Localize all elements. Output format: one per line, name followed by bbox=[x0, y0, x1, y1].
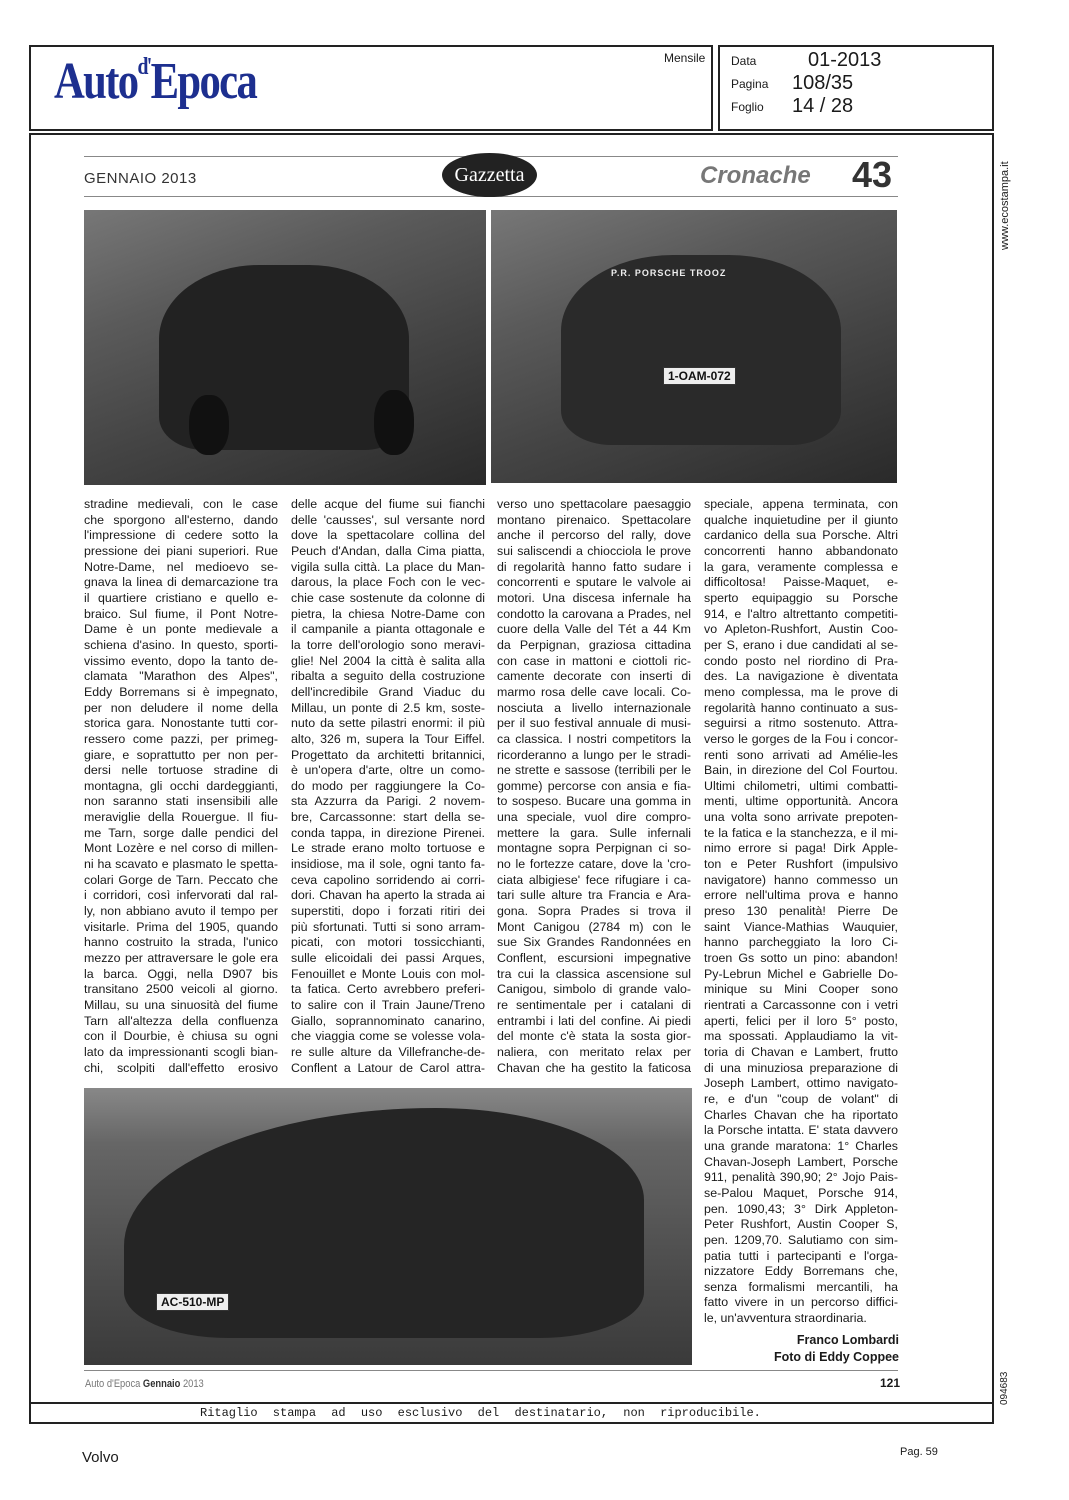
text-line: una grande maratona: 1° Charles bbox=[704, 1138, 898, 1153]
text-line: alto, 326 m, supera la Tour Eiffel. bbox=[291, 731, 485, 746]
text-line: Giallo, soprannominato canarino, bbox=[291, 1013, 485, 1028]
text-line: Chavan che ha gestito la faticosa bbox=[497, 1060, 691, 1075]
text-line: sue Six Grandes Randonnées en bbox=[497, 935, 691, 950]
text-line: per S, erano i due candidati al se- bbox=[704, 637, 898, 652]
text-line: Notre-Dame, nel medioevo se- bbox=[84, 559, 278, 574]
windshield-banner: P.R. PORSCHE TROOZ bbox=[611, 268, 727, 278]
text-line: che sporgono all'esterno, dando bbox=[84, 512, 278, 527]
text-line: naliera, con meritato relax per bbox=[497, 1044, 691, 1059]
text-line: mettere la gara. Sulle infernali bbox=[497, 825, 691, 840]
text-line: una speciale, vuol dire compro- bbox=[497, 810, 691, 825]
text-line: darous, la place Foch con le vec- bbox=[291, 575, 485, 590]
text-line: ni ha scavato e plasmato le spetta- bbox=[84, 857, 278, 872]
text-line: dove la spettacolare collina del bbox=[291, 528, 485, 543]
magazine-page-number: 43 bbox=[852, 154, 893, 195]
text-line: minique su Mini Cooper sono bbox=[704, 982, 898, 997]
footer-page-number: 121 bbox=[880, 1376, 901, 1390]
text-line: concorrenti hanno abbandonato bbox=[704, 543, 898, 558]
text-line: pen. 1090,43; 3° Dirk Appleton- bbox=[704, 1201, 898, 1216]
text-line: anche il percorso del rally, dove bbox=[497, 528, 691, 543]
text-line: Py-Lebrun Michel e Gabrielle Do- bbox=[704, 966, 898, 981]
meta-label-sheet: Foglio bbox=[731, 100, 764, 114]
text-line: braico. Sul fiume, il Pont Notre- bbox=[84, 606, 278, 621]
text-line: chi, scolpiti dall'effetto erosivo bbox=[84, 1060, 278, 1075]
article-column-4 bbox=[704, 497, 898, 1327]
text-line: colari Gorge de Tarn. Peccato che bbox=[84, 872, 278, 887]
text-line: pressione dei piani superiori. Rue bbox=[84, 543, 278, 558]
text-line: motori. Una discesa infernale ha bbox=[497, 590, 691, 605]
text-line: bre, Carcassonne: start della se- bbox=[291, 810, 485, 825]
gazzetta-logo: Gazzetta bbox=[442, 153, 537, 197]
text-line: picati, con motori tossicchianti, bbox=[291, 935, 485, 950]
text-line: no le fortezze catare, dove la 'cro- bbox=[497, 857, 691, 872]
text-line: la barca. Oggi, nella D907 bis bbox=[84, 966, 278, 981]
clip-page-number: Pag. 59 bbox=[900, 1446, 938, 1458]
text-line: Conflent, escursioni impegnative bbox=[497, 951, 691, 966]
text-line: con case in mattoni e ciottoli ric- bbox=[497, 653, 691, 668]
client-name: Volvo bbox=[82, 1449, 119, 1466]
text-line: ton e Peter Rushfort (impulsivo bbox=[704, 857, 898, 872]
text-line: superstiti, dopo i forzati ritiri dei bbox=[291, 904, 485, 919]
text-line: transitano 2500 veicoli al giorno. bbox=[84, 982, 278, 997]
text-line: senza formalismi mercantili, ha bbox=[704, 1279, 898, 1294]
side-code: 094683 bbox=[999, 1371, 1010, 1405]
text-line: lato da impressionanti scogli bian- bbox=[84, 1044, 278, 1059]
text-line: vo Apleton-Rushfort, Austin Coo- bbox=[704, 622, 898, 637]
meta-label-page: Pagina bbox=[731, 77, 769, 91]
text-line: sta Azzurra da Parigi. 2 novem- bbox=[291, 794, 485, 809]
license-plate: AC-510-MP bbox=[156, 1293, 229, 1311]
text-line: condo posto nel riordino di Pra- bbox=[704, 653, 898, 668]
text-line: se-Palou Maquet, Porsche 914, bbox=[704, 1185, 898, 1200]
text-line: camente decorate con inserti di bbox=[497, 669, 691, 684]
text-line: nizzatore Eddy Borremans che, bbox=[704, 1264, 898, 1279]
text-line: ricorderanno a lungo per le stradi- bbox=[497, 747, 691, 762]
text-line: nimo errore si paga! Dirk Apple- bbox=[704, 841, 898, 856]
footer-publication: Auto d'Epoca Gennaio 2013 bbox=[85, 1378, 204, 1390]
text-line: giare, e soprattutto per non per- bbox=[84, 747, 278, 762]
text-line: tra cui la classica ascensione sul bbox=[497, 966, 691, 981]
text-line: sui saliscendi a chiocciola le prove bbox=[497, 543, 691, 558]
text-line: nosciuta a livello internazionale bbox=[497, 700, 691, 715]
text-line: è un'opera d'arte, oltre un como- bbox=[291, 763, 485, 778]
text-line: gnava la linea di demarcazione tra bbox=[84, 575, 278, 590]
text-line: più sfortunati. Tutti si sono arram- bbox=[291, 919, 485, 934]
text-line: ma spossati. Applaudiamo la vit- bbox=[704, 1029, 898, 1044]
text-line: 914, e l'altro altrettanto competiti- bbox=[704, 606, 898, 621]
text-line: schiena d'asino. In questo, sporti- bbox=[84, 637, 278, 652]
text-line: vissimo evento, dopo la tanto de- bbox=[84, 653, 278, 668]
meta-label-date: Data bbox=[731, 54, 757, 68]
text-line: dersi nelle tortuose stradine di bbox=[84, 763, 278, 778]
text-line: hanno costruito la strada, l'unico bbox=[84, 935, 278, 950]
text-line: per non deludere il nome della bbox=[84, 700, 278, 715]
text-line: aperti, felici per il loro 5° posto, bbox=[704, 1013, 898, 1028]
text-line: verso le gorges de la Fou i concor- bbox=[704, 731, 898, 746]
text-line: insidiose, ma il sole, ogni tanto fa- bbox=[291, 857, 485, 872]
text-line: Eddy Borremans si è impegnato, bbox=[84, 684, 278, 699]
footer-rule bbox=[84, 1370, 898, 1371]
text-line: difficoltosa! Paisse-Maquet, e- bbox=[704, 575, 898, 590]
text-line: il campanile a pianta ottagonale e bbox=[291, 622, 485, 637]
article-column-3 bbox=[497, 497, 691, 1076]
text-line: nuto da sette pilastri enormi: il più bbox=[291, 716, 485, 731]
issue-month: GENNAIO 2013 bbox=[84, 170, 197, 187]
text-line: Joseph Lambert, ottimo navigato- bbox=[704, 1076, 898, 1091]
text-line: che viaggia come se volesse vola- bbox=[291, 1029, 485, 1044]
publication-logo: Auto$^{d'}$Epoca bbox=[54, 53, 257, 110]
text-line: Chavan-Joseph Lambert, Porsche bbox=[704, 1154, 898, 1169]
text-line: Conflent a Latour de Carol attra- bbox=[291, 1060, 485, 1075]
text-line: pen. 1209,70. Salutiamo con sim- bbox=[704, 1232, 898, 1247]
text-line: non saranno stati insensibili alle bbox=[84, 794, 278, 809]
text-line: preso 130 penalità! Pierre De bbox=[704, 904, 898, 919]
text-line: la torre dell'orologio sono meravi- bbox=[291, 637, 485, 652]
photo-mini-cooper bbox=[84, 210, 486, 485]
text-line: montagne sopra Perpignan ci so- bbox=[497, 841, 691, 856]
text-line: to sospeso. Bucare una gomma in bbox=[497, 794, 691, 809]
photo-porsche-914 bbox=[491, 210, 897, 483]
text-line: del monte c'è stata la sosta gior- bbox=[497, 1029, 691, 1044]
section-title: Cronache bbox=[700, 162, 811, 189]
text-line: Peuch d'Andan, dalla Cima piatta, bbox=[291, 543, 485, 558]
car-shape bbox=[561, 255, 841, 445]
text-line: Dame è un ponte medievale a bbox=[84, 622, 278, 637]
text-line: te la fatica e la stanchezza, e il mi- bbox=[704, 825, 898, 840]
text-line: una volta sono arrivate prepoten- bbox=[704, 810, 898, 825]
text-line: re sentimentale per i catalani di bbox=[497, 998, 691, 1012]
text-line: sulle elicoidali dei passi Arques, bbox=[291, 951, 485, 966]
wheel-shape bbox=[374, 390, 414, 455]
text-line: des. La navigazione è diventata bbox=[704, 669, 898, 684]
text-line: gomme) percorse con ansia e fia- bbox=[497, 778, 691, 793]
text-line: Fenouillet e Monte Louis con mol- bbox=[291, 966, 485, 981]
text-line: ca classica. I nostri competitors la bbox=[497, 731, 691, 746]
text-line: clamata "Marathon des Alpes", bbox=[84, 669, 278, 684]
license-plate: 1-OAM-072 bbox=[663, 367, 736, 385]
text-line: rientrati a Carcassonne con i vetri bbox=[704, 998, 898, 1012]
text-line: il quartiere cristiano e quello e- bbox=[84, 590, 278, 605]
text-line: patia tutti i partecipanti e l'orga- bbox=[704, 1248, 898, 1263]
text-line: conda tappa, in direzione Pirenei. bbox=[291, 825, 485, 840]
text-line: per il suo festival annuale di musi- bbox=[497, 716, 691, 731]
text-line: meraviglie della Rouergue. Il fiu- bbox=[84, 810, 278, 825]
text-line: Mont Canigou (2784 m) con le bbox=[497, 919, 691, 934]
text-line: montano pirenaico. Spettacolare bbox=[497, 512, 691, 527]
periodicity: Mensile bbox=[664, 51, 706, 65]
text-line: da Perpignan, graziosa cittadina bbox=[497, 637, 691, 652]
text-line: vigila sulla città. La place du Man- bbox=[291, 559, 485, 574]
text-line: hanno parcheggiato la loro Ci- bbox=[704, 935, 898, 950]
text-line: Peter Rushfort, Austin Cooper S, bbox=[704, 1217, 898, 1232]
text-line: entrambi i lati del confine. Ai piedi bbox=[497, 1013, 691, 1028]
text-line: troen Gs sotto un pino: abandon! bbox=[704, 951, 898, 966]
text-line: saint Viance-Mathias Wauquier, bbox=[704, 919, 898, 934]
text-line: delle acque del fiume sui fianchi bbox=[291, 497, 485, 511]
text-line: l'impressione di cedere sotto la bbox=[84, 528, 278, 543]
text-line: delle 'causses', sul versante nord bbox=[291, 512, 485, 527]
text-line: Progettato da architetti britannici, bbox=[291, 747, 485, 762]
text-line: do modo per raggiungere la Co- bbox=[291, 778, 485, 793]
text-line: fatto vivere in un percorso diffici- bbox=[704, 1295, 898, 1310]
text-line: glie! Nel 2004 la città è salita alla bbox=[291, 653, 485, 668]
text-line: qualche inquietudine per il giunto bbox=[704, 512, 898, 527]
text-line: Ultimi chilometri, ultimi combatti- bbox=[704, 778, 898, 793]
text-line: 911, penalità 390,90; 2° Jojo Pais- bbox=[704, 1170, 898, 1185]
text-line: gona. Sopra Prades si trova il bbox=[497, 904, 691, 919]
text-line: di una minuziosa preparazione di bbox=[704, 1060, 898, 1075]
disclaimer: Ritaglio stampa ad uso esclusivo del destinatario, non riproducibile. bbox=[200, 1406, 761, 1420]
text-line: ne strette e sassose (terribili per le bbox=[497, 763, 691, 778]
wheel-shape bbox=[189, 395, 229, 455]
text-line: visitarle. Prima del 1905, quando bbox=[84, 919, 278, 934]
text-line: di regolarità hanno fatto sudare i bbox=[497, 559, 691, 574]
text-line: verso uno spettacolare paesaggio bbox=[497, 497, 691, 511]
text-line: con il Dourbie, è chiusa su ogni bbox=[84, 1029, 278, 1044]
text-line: tari sulle alture tra Francia e Ara- bbox=[497, 888, 691, 903]
meta-value-page: 108/35 bbox=[792, 72, 854, 94]
text-line: cardanico della sua Porsche. Altri bbox=[704, 528, 898, 543]
side-url: www.ecostampa.it bbox=[999, 161, 1011, 250]
text-line: Mont Lozère e nel corso di millen- bbox=[84, 841, 278, 856]
text-line: montagna, gli occhi dardeggianti, bbox=[84, 778, 278, 793]
text-line: ceva capolino sorridendo ai corri- bbox=[291, 872, 485, 887]
text-line: sperto equipaggio su Porsche bbox=[704, 590, 898, 605]
text-line: la gara, veramente complessa e bbox=[704, 559, 898, 574]
text-line: ressero come pazzi, per primeg- bbox=[84, 731, 278, 746]
meta-value-date: 01-2013 bbox=[808, 49, 882, 71]
text-line: mezzo per attraversare le gole era bbox=[84, 951, 278, 966]
text-line: marmo rosa delle cave locali. Co- bbox=[497, 684, 691, 699]
text-line: i corridori, così infervorati dal ral- bbox=[84, 888, 278, 903]
text-line: to salire con il Train Jaune/Treno bbox=[291, 998, 485, 1012]
text-line: navigatore) hanno commesso un bbox=[704, 872, 898, 887]
text-line: pietra, la chiesa Notre-Dame con bbox=[291, 606, 485, 621]
text-line: concorrenti e sputare le valvole ai bbox=[497, 575, 691, 590]
text-line: menti, ultime opportunità. Ancora bbox=[704, 794, 898, 809]
text-line: toria di Chavan e Lambert, frutto bbox=[704, 1044, 898, 1059]
text-line: ribalta a seguito della costruzione bbox=[291, 669, 485, 684]
text-line: meno complessa, ma le prove di bbox=[704, 684, 898, 699]
photo-credit: Foto di Eddy Coppee bbox=[774, 1350, 899, 1364]
text-line: dori. Chavan ha aperto la strada ai bbox=[291, 888, 485, 903]
text-line: Millau, su una sinuosità del fiume bbox=[84, 998, 278, 1012]
text-line: speciale, appena terminata, con bbox=[704, 497, 898, 511]
article-column-2 bbox=[291, 497, 485, 1076]
text-line: Bain, in direzione del Col Fourtou. bbox=[704, 763, 898, 778]
text-line: chie case sostenute da colonne di bbox=[291, 590, 485, 605]
text-line: ly, non abbiano avuto il tempo per bbox=[84, 904, 278, 919]
text-line: Millau, un ponte di 2.5 km, soste- bbox=[291, 700, 485, 715]
text-line: ta fatica. Certo avrebbero preferi- bbox=[291, 982, 485, 997]
text-line: re, e d'un "coup de volant" di bbox=[704, 1091, 898, 1106]
text-line: re sulle alture da Villefranche-de- bbox=[291, 1044, 485, 1059]
text-line: stradine medievali, con le case bbox=[84, 497, 278, 511]
photo-alpine-a310 bbox=[84, 1088, 692, 1365]
article-column-1 bbox=[84, 497, 278, 1076]
text-line: cuore della Valle del Tét a 44 Km bbox=[497, 622, 691, 637]
meta-value-sheet: 14 / 28 bbox=[792, 95, 854, 117]
text-line: renti sono arrivati ad Amélie-les bbox=[704, 747, 898, 762]
author: Franco Lombardi bbox=[796, 1333, 899, 1347]
text-line: Tarn all'altezza della confluenza bbox=[84, 1013, 278, 1028]
text-line: la Porsche intatta. E' stata davvero bbox=[704, 1123, 898, 1138]
text-line: regolarità hanno continuato a sus- bbox=[704, 700, 898, 715]
text-line: me Tarn, sorge dalle pendici del bbox=[84, 825, 278, 840]
disclaimer-divider bbox=[29, 1402, 994, 1404]
text-line: seguirsi a ritmo sostenuto. Attra- bbox=[704, 716, 898, 731]
text-line: dell'incredibile Grand Viaduc du bbox=[291, 684, 485, 699]
text-line: errore nell'ultima prova e hanno bbox=[704, 888, 898, 903]
text-line: storica gara. Nonostante tutti cor- bbox=[84, 716, 278, 731]
text-line: Charles Chavan che ha riportato bbox=[704, 1107, 898, 1122]
text-line: Le strade erano molto tortuose e bbox=[291, 841, 485, 856]
text-line: Canigou, simbolo di grande valo- bbox=[497, 982, 691, 997]
text-line: condotto la carovana a Prades, nel bbox=[497, 606, 691, 621]
text-line: ciata albigiese' fece rifugiare i ca- bbox=[497, 872, 691, 887]
text-line: le, un'avventura straordinaria. bbox=[704, 1311, 867, 1326]
